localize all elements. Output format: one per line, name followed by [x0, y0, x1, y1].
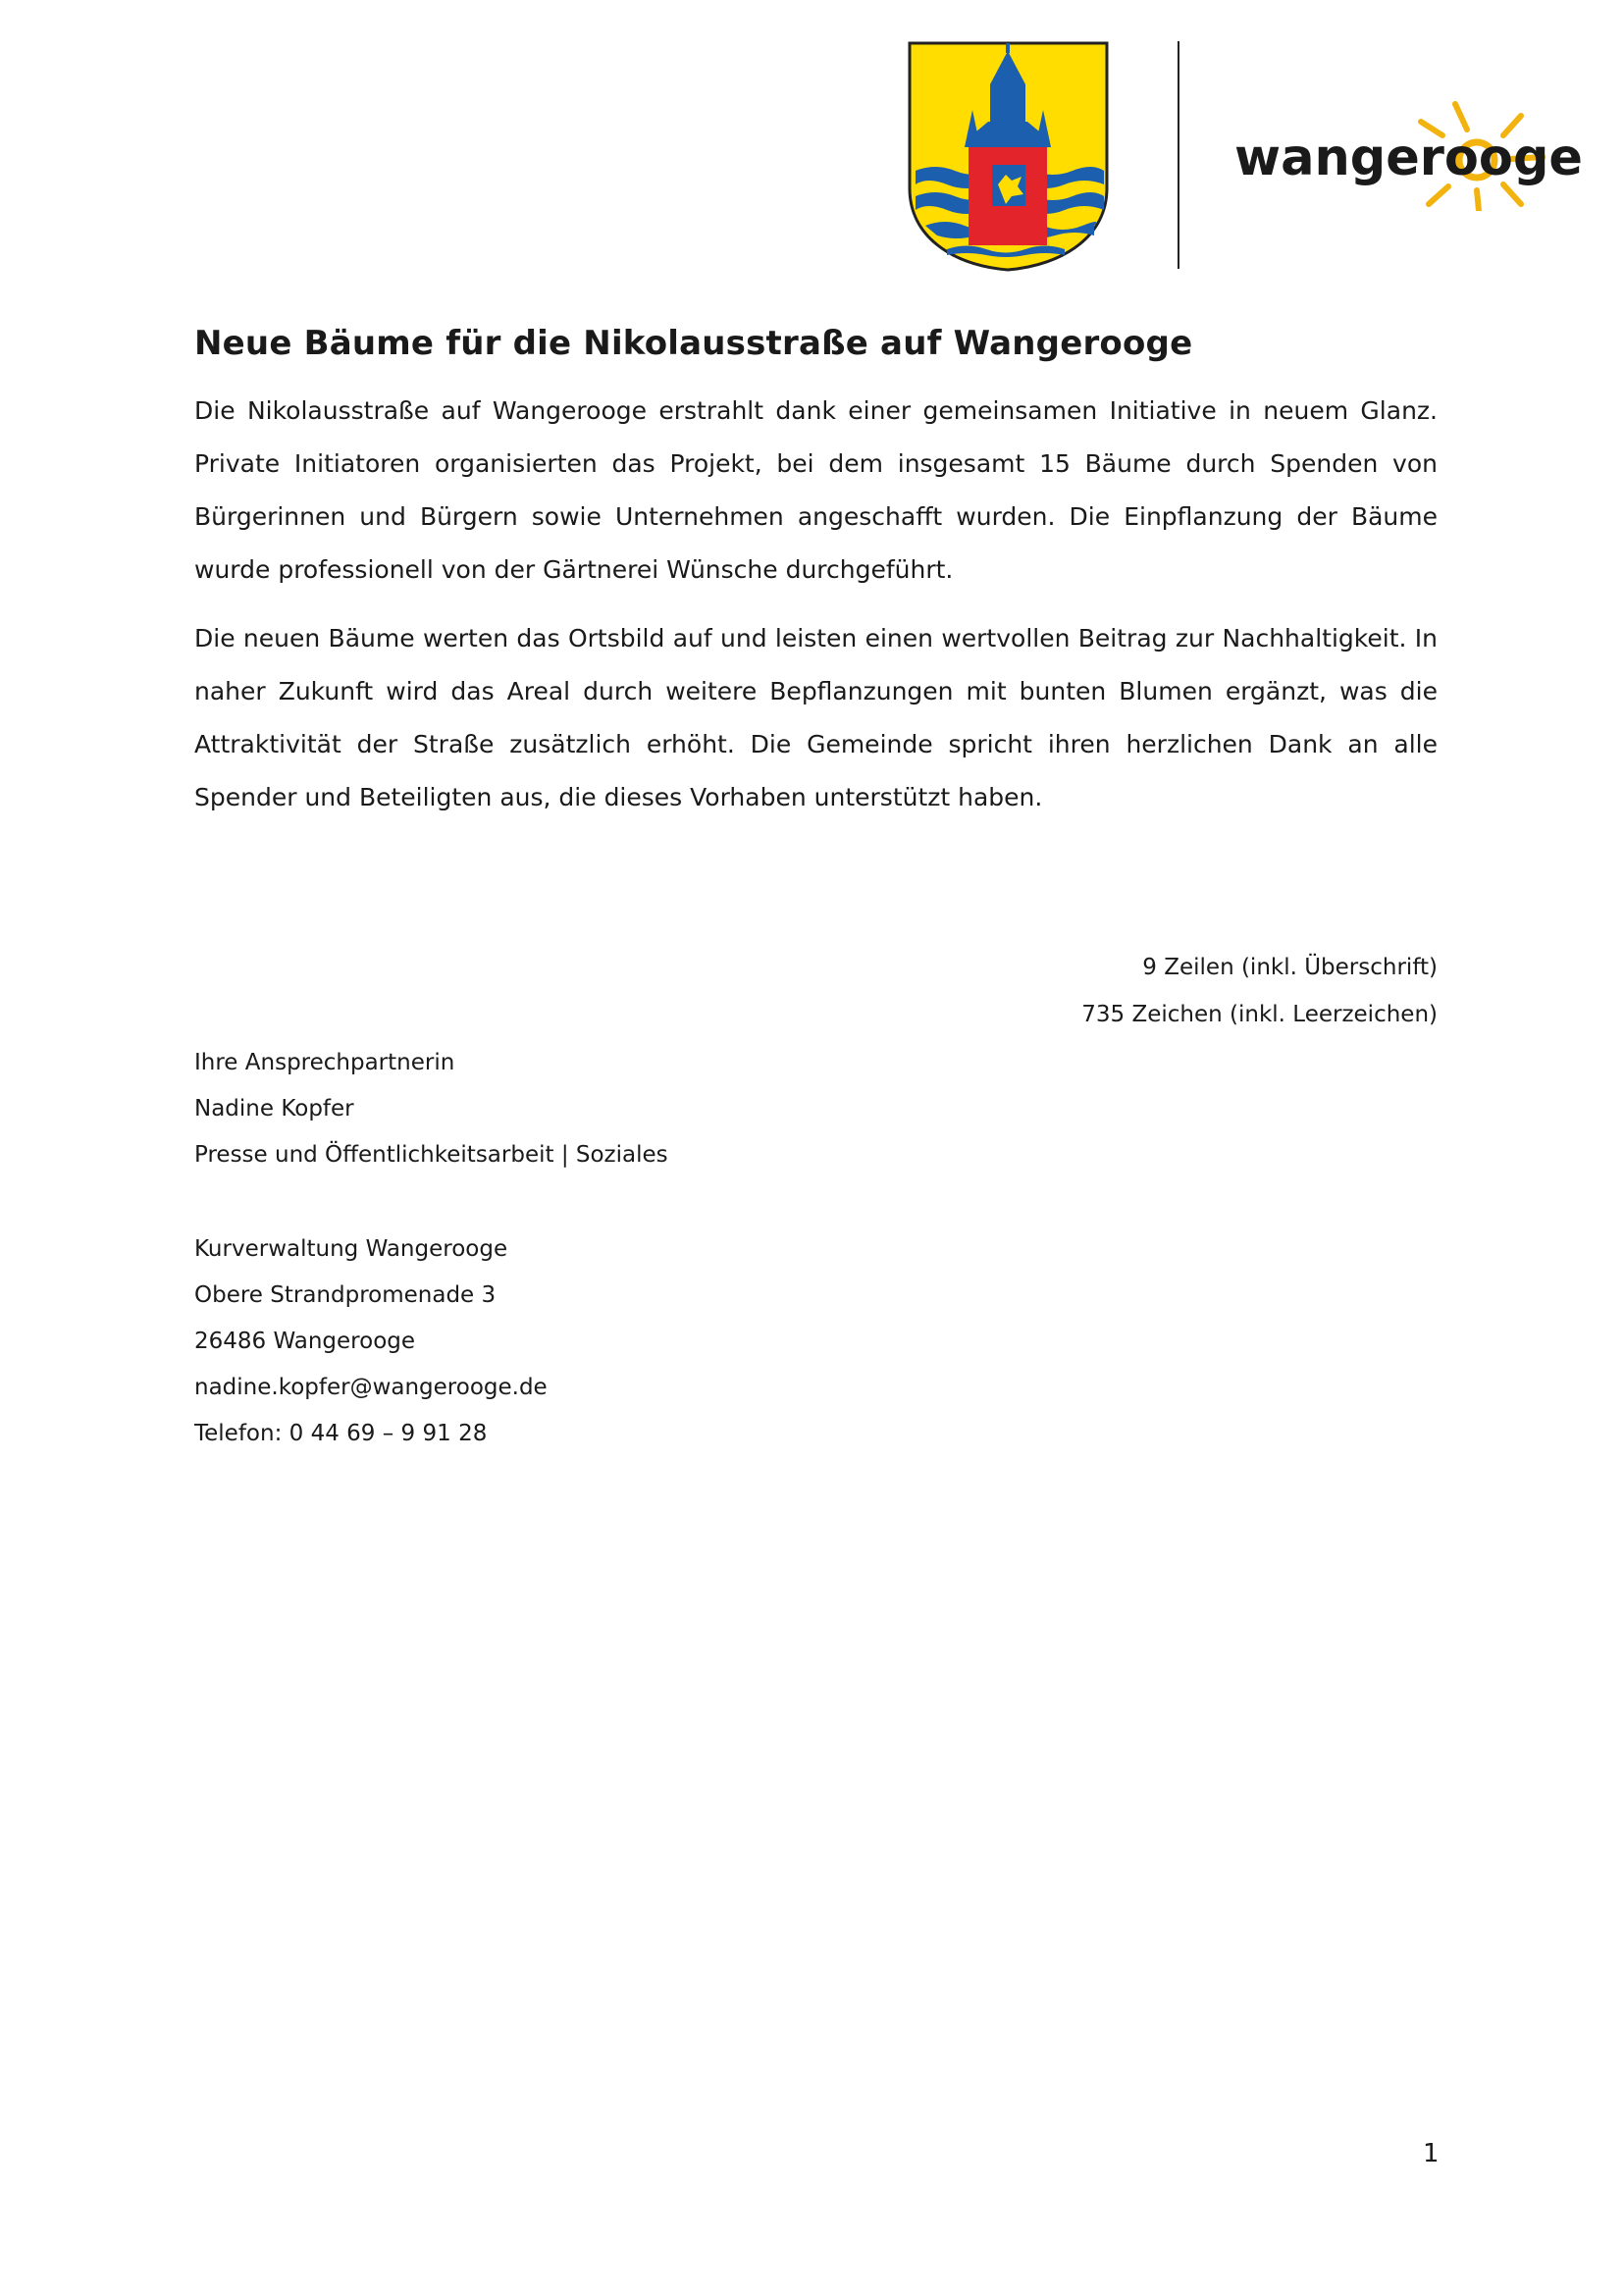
paragraph: Die neuen Bäume werten das Ortsbild auf und leisten einen wertvollen Beitrag zur Nachhaltigkeit. In naher Zukunft wird das Areal durch weitere Bepflanzungen mit bunten Blumen ergänzt, was die Attraktivität der Straße zusätzlich erhöht. Die Gemeinde spricht ihren herzlichen Dank an alle Spender und Beteiligten aus, die dieses Vorhaben unterstützt haben. — [194, 624, 1438, 811]
header-logos — [908, 41, 1595, 272]
text-statistics — [1081, 944, 1438, 1038]
contact-role: Presse und Öffentlichkeitsarbeit | Soziales — [194, 1142, 668, 1168]
article-title: Neue Bäume für die Nikolausstraße auf Wangerooge — [194, 324, 1193, 363]
contact-email[interactable]: nadine.kopfer@wangerooge.de — [194, 1375, 548, 1400]
contact-name: Nadine Kopfer — [194, 1096, 354, 1121]
contact-label: Ihre Ansprechpartnerin — [194, 1050, 455, 1075]
logo-divider — [1178, 41, 1179, 269]
contact-street: Obere Strandpromenade 3 — [194, 1282, 497, 1308]
wangerooge-brand-logo — [1227, 98, 1590, 211]
contact-phone: Telefon: 0 44 69 – 9 91 28 — [194, 1421, 488, 1446]
contact-organization: Kurverwaltung Wangerooge — [194, 1236, 508, 1262]
article-body — [194, 385, 1438, 840]
contact-block — [194, 1040, 668, 1457]
character-count: 735 Zeichen (inkl. Leerzeichen) — [1081, 1002, 1438, 1027]
paragraph: Die Nikolausstraße auf Wangerooge erstrahlt dank einer gemeinsamen Initiative in neuem Glanz. Private Initiatoren organisierten das Projekt, bei dem insgesamt 15 Bäume durch Spenden von Bürgerinnen und Bürgern sowie Unternehmen angeschafft wurden. Die Einpflanzung der Bäume wurde professionell von der Gärtnerei Wünsche durchgeführt. — [194, 396, 1438, 584]
spacer — [194, 1178, 668, 1226]
brand-logo-text: wangerooge — [1234, 129, 1583, 187]
contact-city: 26486 Wangerooge — [194, 1329, 416, 1354]
line-count: 9 Zeilen (inkl. Überschrift) — [1142, 955, 1438, 980]
wangerooge-coat-of-arms-icon — [908, 41, 1109, 272]
page-number: 1 — [1423, 2139, 1440, 2168]
